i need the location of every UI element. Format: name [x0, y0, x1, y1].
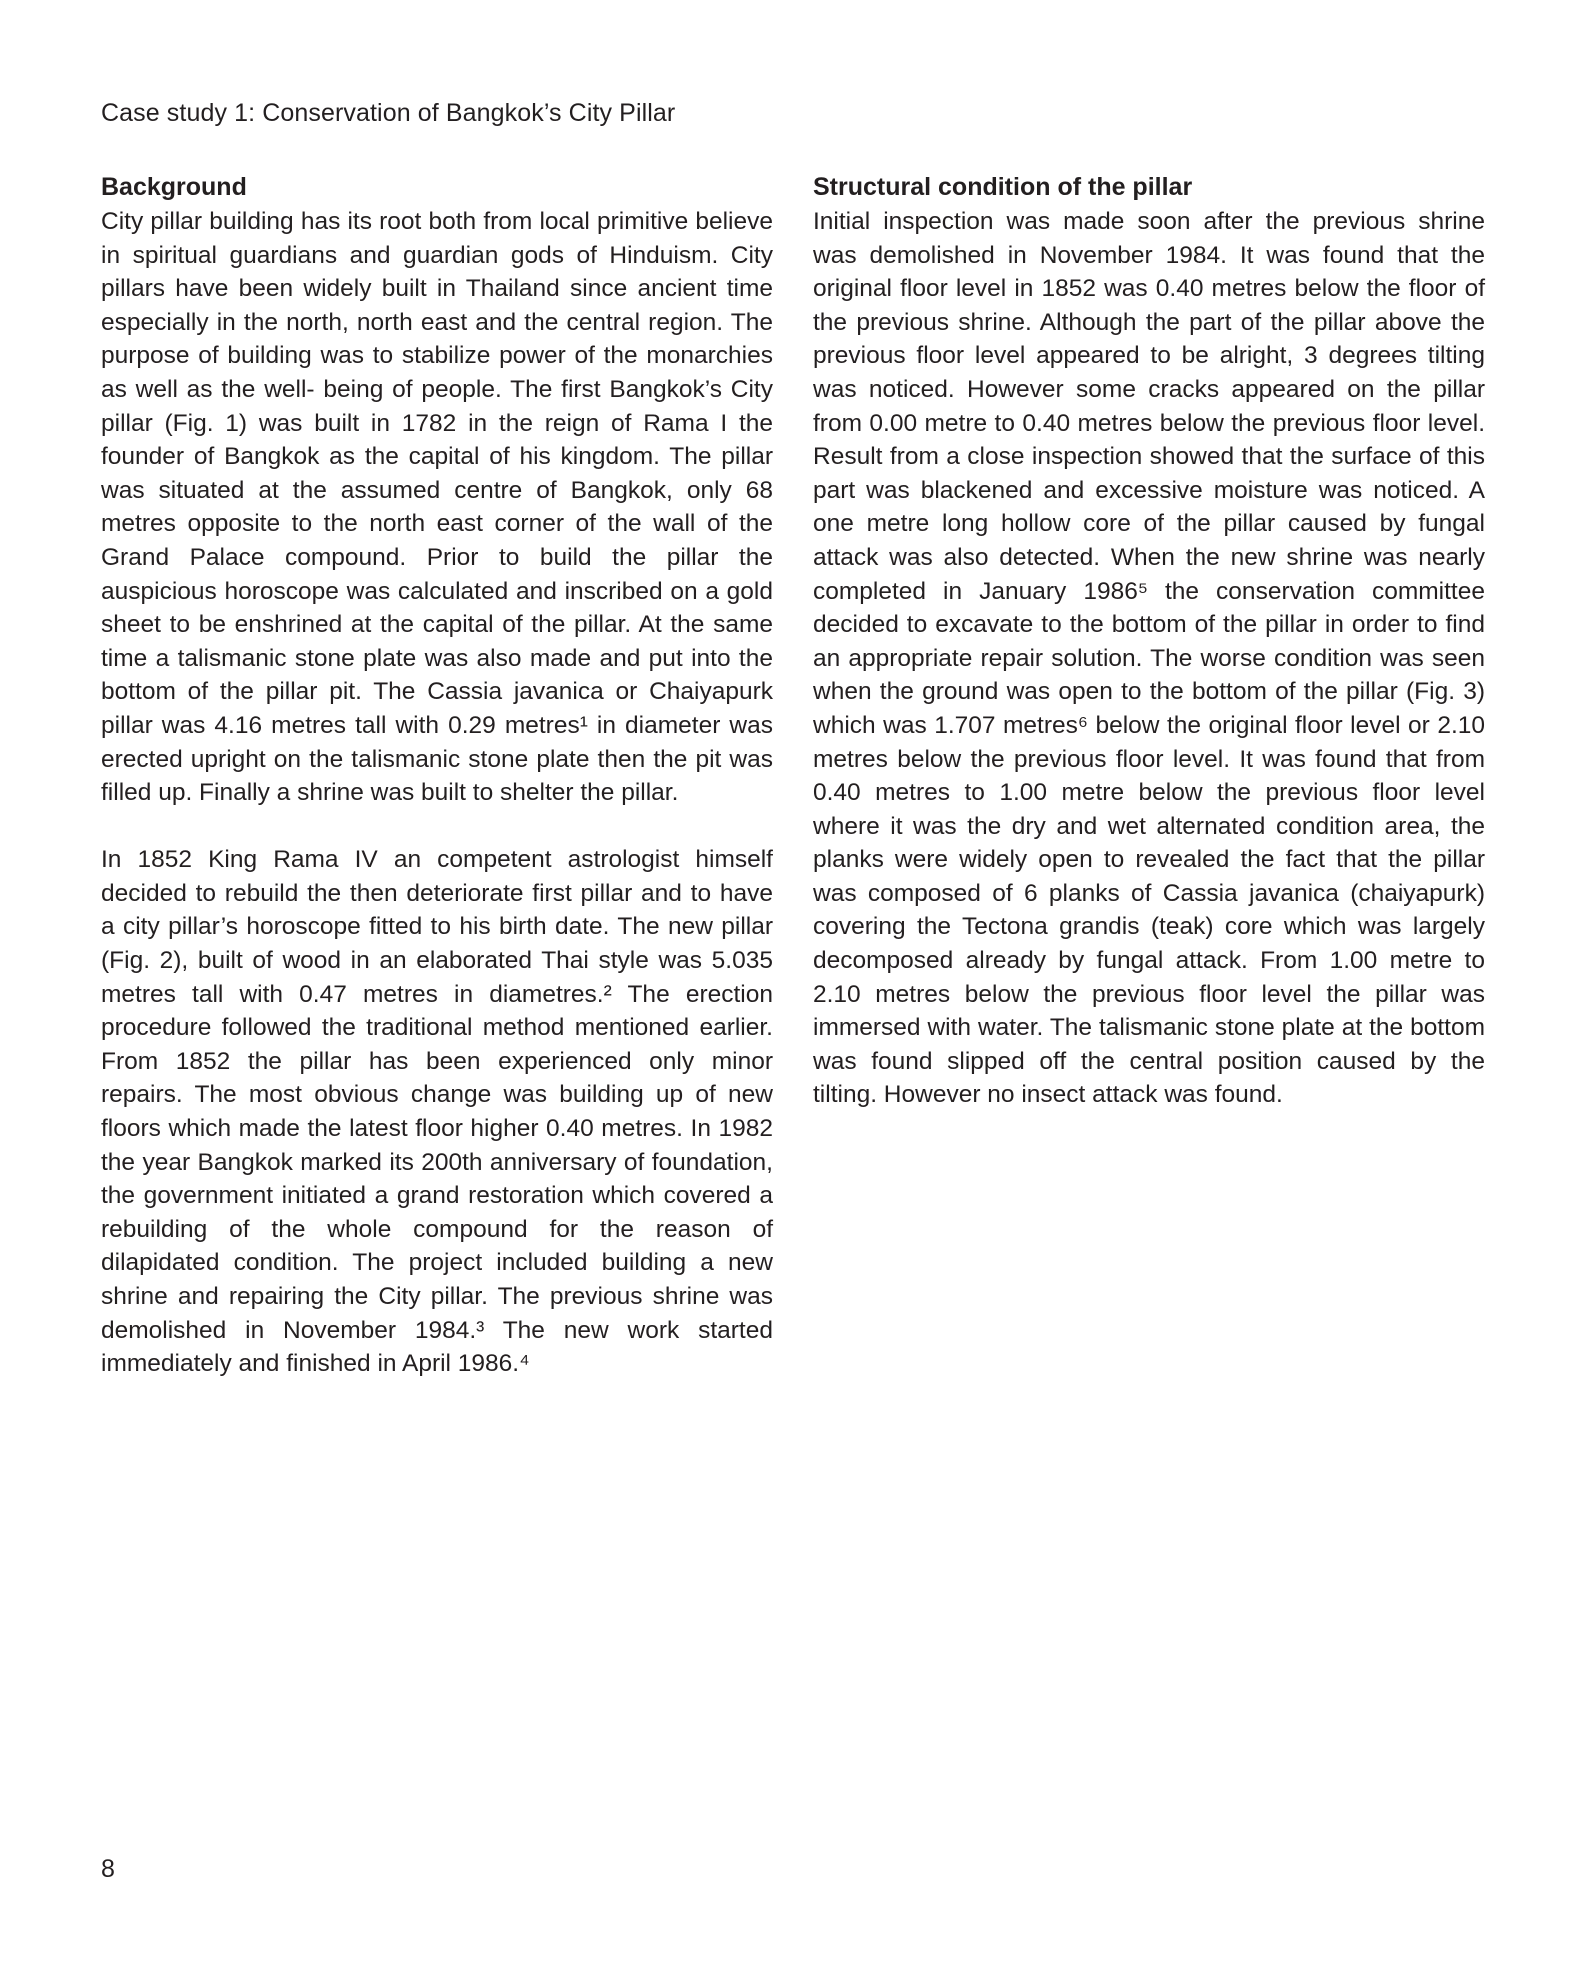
- case-study-title: Case study 1: Conservation of Bangkok’s City Pillar: [101, 99, 676, 127]
- background-heading: Background: [101, 173, 247, 201]
- background-section: [101, 170, 773, 1381]
- page-number: 8: [101, 1855, 115, 1883]
- background-paragraph-1: City pillar building has its root both from local primitive believe in spiritual guardians and guardian gods of Hinduism. City pillars have been widely built in Thailand since ancient time especially in the north, north east and the central region. The purpose of building was to stabilize power of the monarchies as well as the well- being of people. The first Bangkok’s City pillar (Fig. 1) was built in 1782 in the reign of Rama I the founder of Bangkok as the capital of his kingdom. The pillar was situated at the assumed centre of Bangkok, only 68 metres opposite to the north east corner of the wall of the Grand Palace compound. Prior to build the pillar the auspicious horoscope was calculated and inscribed on a gold sheet to be enshrined at the capital of the pillar. At the same time a talismanic stone plate was also made and put into the bottom of the pillar pit. The Cassia javanica or Chaiyapurk pillar was 4.16 metres tall with 0.29 metres¹ in diameter was erected upright on the talismanic stone plate then the pit was filled up. Finally a shrine was built to shelter the pillar.: [101, 208, 773, 807]
- background-paragraph-2: In 1852 King Rama IV an competent astrologist himself decided to rebuild the then deteriorate first pillar and to have a city pillar’s horoscope fitted to his birth date. The new pillar (Fig. 2), built of wood in an elaborated Thai style was 5.035 metres tall with 0.47 metres in diametres.² The erection procedure followed the traditional method mentioned earlier. From 1852 the pillar has been experienced only minor repairs. The most obvious change was building up of new floors which made the latest floor higher 0.40 metres. In 1982 the year Bangkok marked its 200th anniversary of foundation, the government initiated a grand restoration which covered a rebuilding of the whole compound for the reason of dilapidated condition. The project included building a new shrine and repairing the City pillar. The previous shrine was demolished in November 1984.³ The new work started immediately and finished in April 1986.⁴: [101, 846, 773, 1378]
- structural-condition-heading: Structural condition of the pillar: [813, 173, 1193, 201]
- structural-condition-paragraph: Initial inspection was made soon after the previous shrine was demolished in November 1984. It was found that the original floor level in 1852 was 0.40 metres below the floor of the previous shrine. Although the part of the pillar above the previous floor level appeared to be alright, 3 degrees tilting was noticed. However some cracks appeared on the pillar from 0.00 metre to 0.40 metres below the previous floor level. Result from a close inspection showed that the surface of this part was blackened and excessive moisture was noticed. A one metre long hollow core of the pillar caused by fungal attack was also detected. When the new shrine was nearly completed in January 1986⁵ the conservation committee decided to excavate to the bottom of the pillar in order to find an appropriate repair solution. The worse condition was seen when the ground was open to the bottom of the pillar (Fig. 3) which was 1.707 metres⁶ below the original floor level or 2.10 metres below the previous floor level. It was found that from 0.40 metres to 1.00 metre below the previous floor level where it was the dry and wet alternated condition area, the planks were widely open to revealed the fact that the pillar was composed of 6 planks of Cassia javanica (chaiyapurk) covering the Tectona grandis (teak) core which was largely decomposed already by fungal attack. From 1.00 metre to 2.10 metres below the previous floor level the pillar was immersed with water. The talismanic stone plate at the bottom was found slipped off the central position caused by the tilting. However no insect attack was found.: [813, 208, 1485, 1109]
- structural-condition-section: [813, 170, 1485, 1112]
